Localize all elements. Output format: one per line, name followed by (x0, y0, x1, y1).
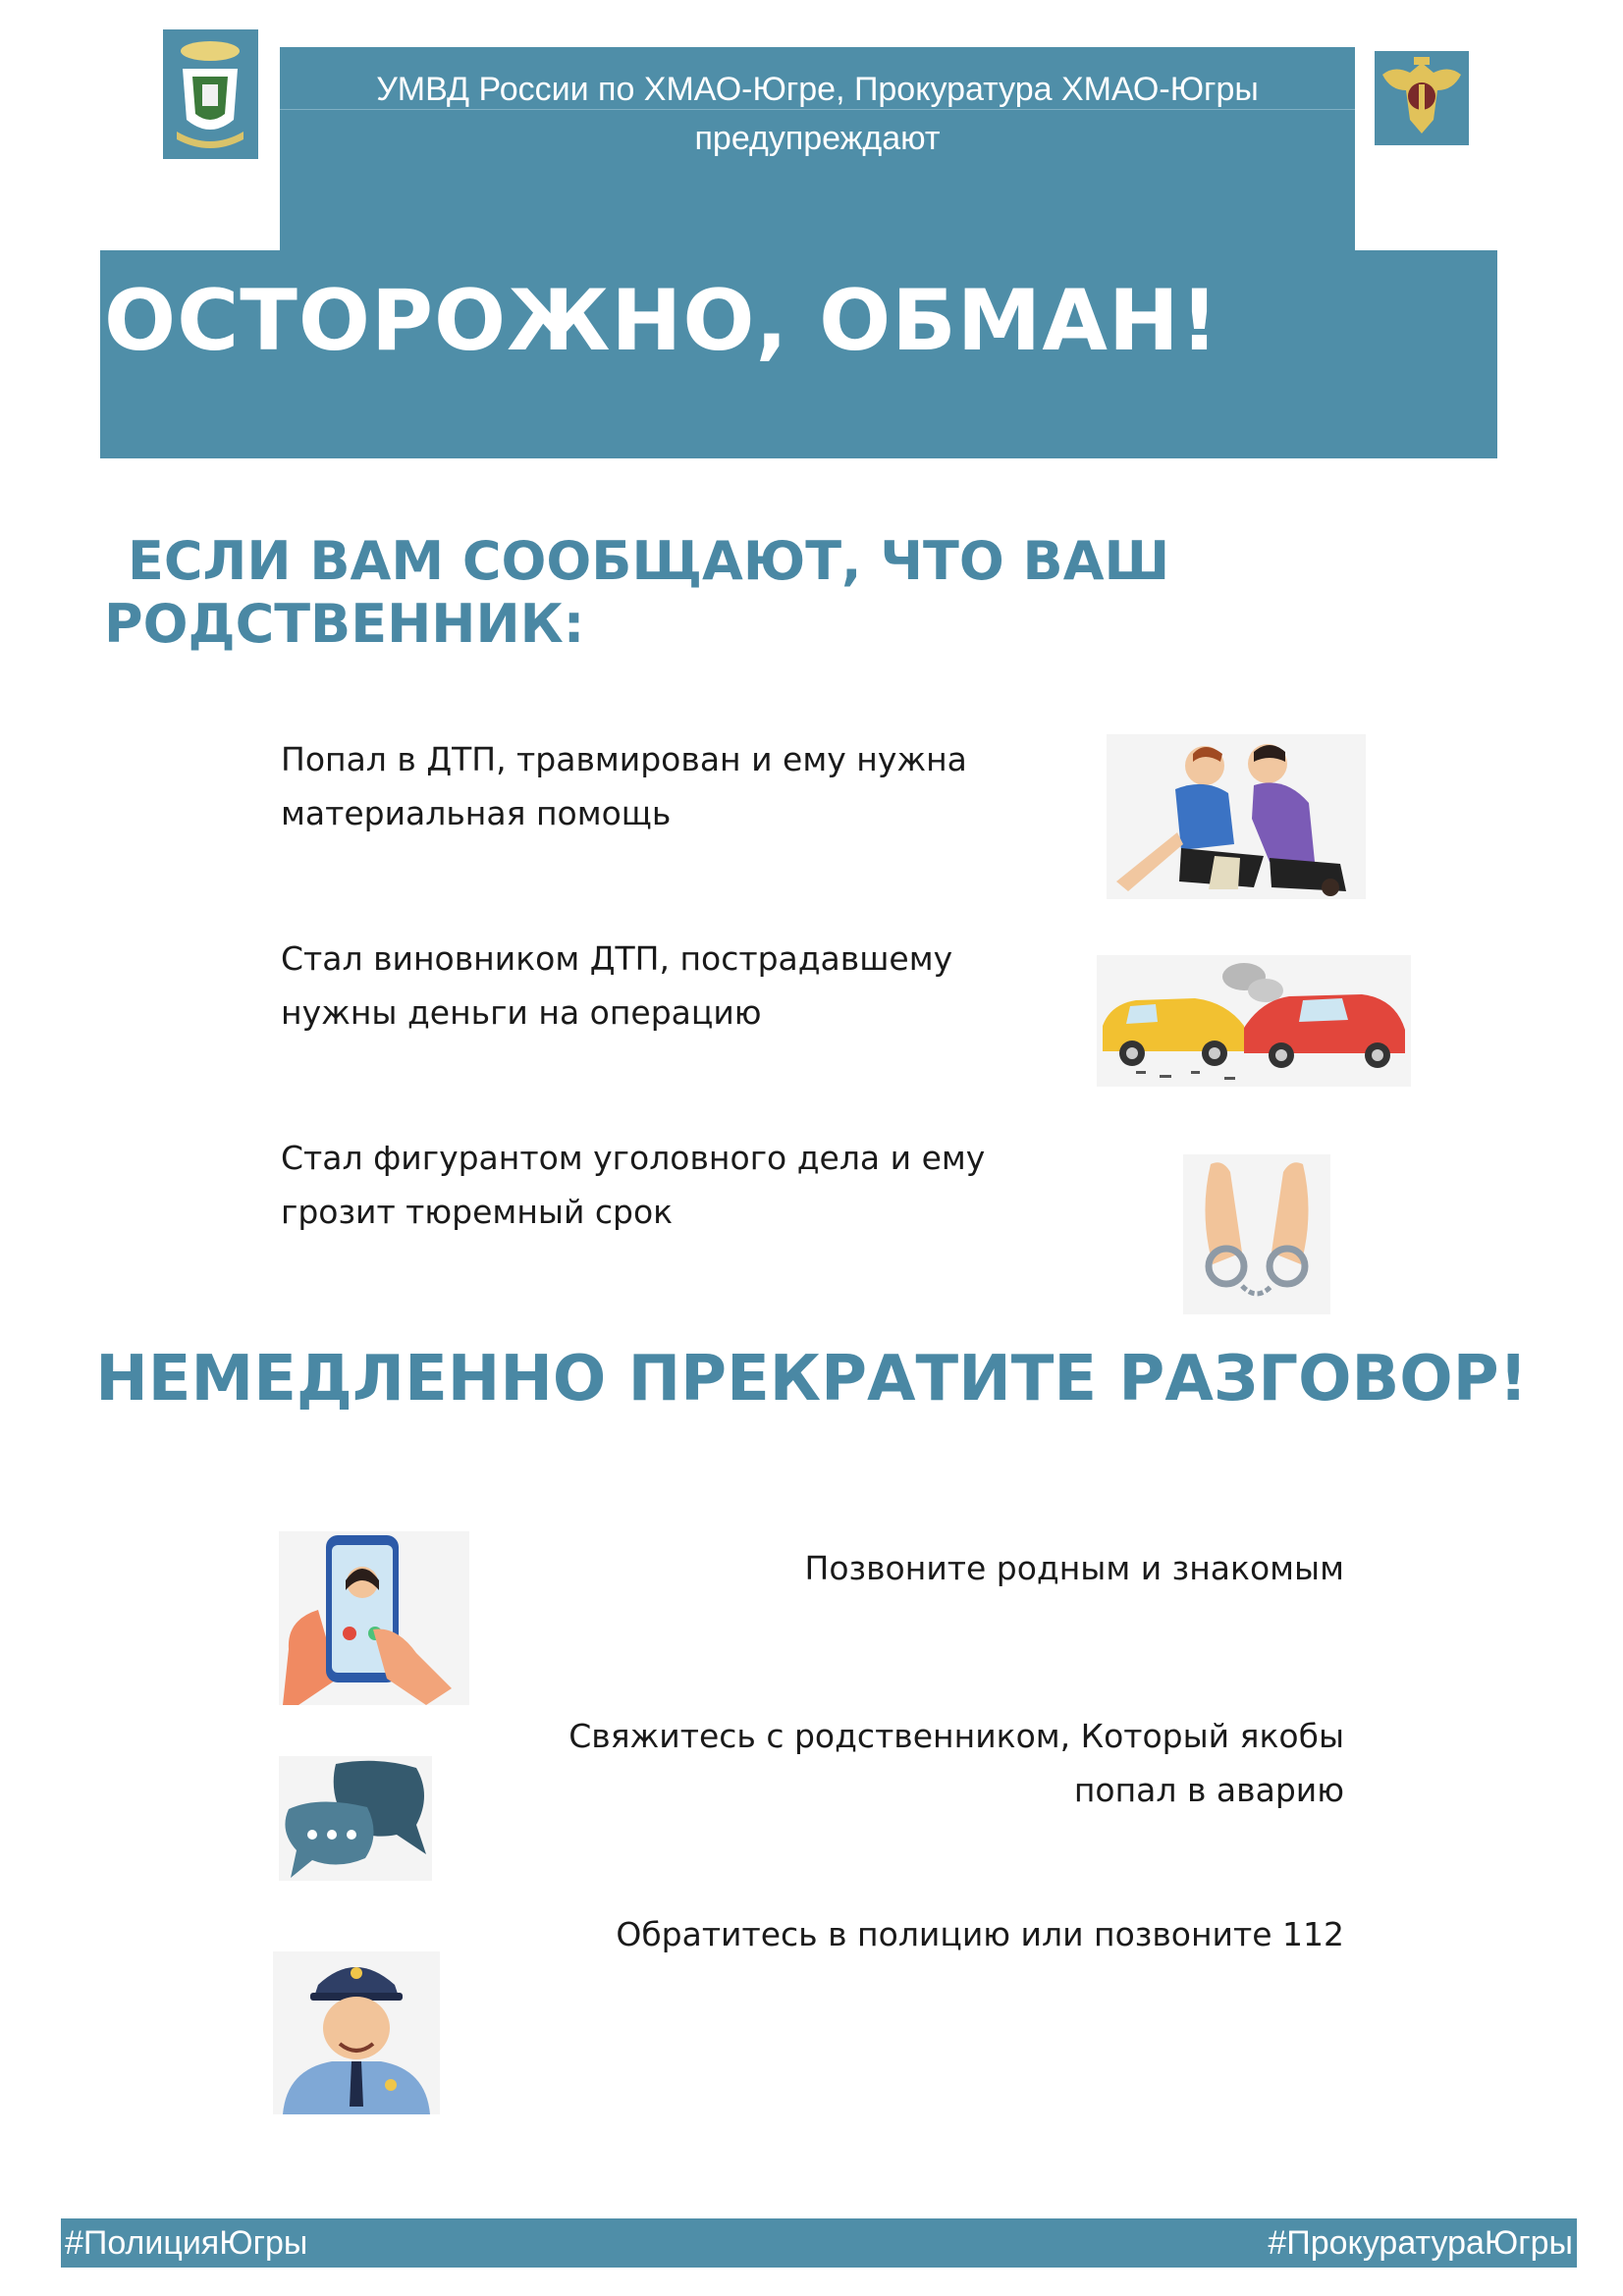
scenario-line: нужны деньги на операцию (281, 993, 762, 1032)
police-officer-illustration (273, 1951, 440, 2114)
prosecutor-emblem-logo (1375, 51, 1469, 145)
org-line: УМВД России по ХМАО-Югре, Прокуратура ХМАО-Югры (376, 71, 1259, 108)
police-hashtag[interactable]: #ПолицияЮгры (65, 2224, 308, 2262)
action-item (460, 1709, 1344, 1817)
prosecutor-hashtag[interactable]: #ПрокуратураЮгры (1268, 2224, 1573, 2262)
scenario-line: Стал виновником ДТП, пострадавшему (281, 939, 953, 978)
stop-conversation-heading: НЕМЕДЛЕННО ПРЕКРАТИТЕ РАЗГОВОР! (95, 1343, 1528, 1415)
umvd-emblem-logo (163, 29, 258, 159)
scenario-line: Стал фигурантом уголовного дела и ему (281, 1139, 986, 1177)
heading-line-2: РОДСТВЕННИК: (104, 593, 585, 655)
action-item (460, 1907, 1344, 1961)
action-line: Обратитесь в полицию или позвоните 112 (616, 1915, 1344, 1953)
action-line: попал в аварию (1073, 1771, 1344, 1809)
scenario-line: материальная помощь (281, 794, 672, 832)
car-crash-illustration (1097, 955, 1411, 1087)
warning-verb: предупреждают (694, 120, 941, 157)
injured-people-illustration (1107, 734, 1366, 899)
header-banner (280, 47, 1355, 250)
heading-line-1: ЕСЛИ ВАМ СООБЩАЮТ, ЧТО ВАШ (128, 530, 1170, 592)
scenario-line: грозит тюремный срок (281, 1193, 674, 1231)
header-text (280, 65, 1355, 163)
scenario-line: Попал в ДТП, травмирован и ему нужна (281, 740, 967, 778)
footer-bar (61, 2218, 1577, 2268)
phone-call-illustration (279, 1531, 469, 1705)
chat-bubbles-illustration (279, 1756, 432, 1881)
action-item (460, 1541, 1344, 1595)
title-banner (100, 250, 1497, 458)
handcuffs-illustration (1183, 1154, 1330, 1314)
scenario-item (281, 732, 1086, 840)
action-line: Свяжитесь с родственником, Который якобы (568, 1717, 1344, 1755)
page-title: ОСТОРОЖНО, ОБМАН! (104, 272, 1220, 370)
scenario-item (281, 932, 1086, 1040)
action-line: Позвоните родным и знакомым (804, 1549, 1344, 1587)
scenario-item (281, 1131, 1086, 1239)
section-heading (104, 530, 1282, 656)
